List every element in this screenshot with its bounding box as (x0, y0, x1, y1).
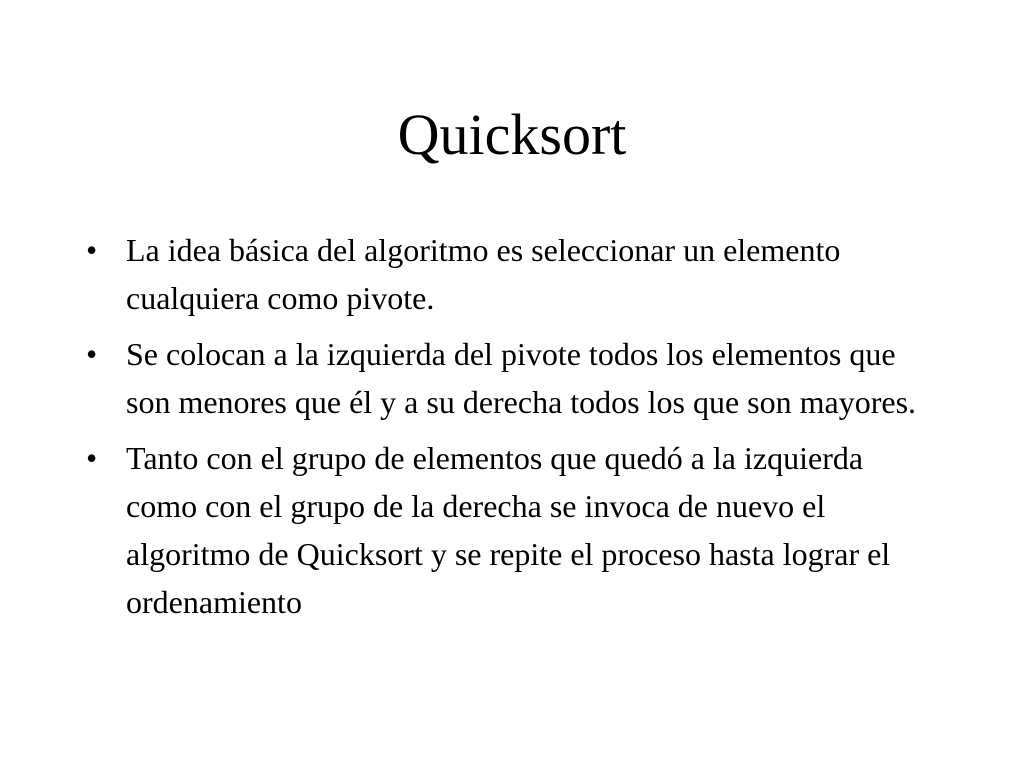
bullet-item (86, 434, 936, 626)
bullet-item (86, 226, 936, 322)
bullet-text: La idea básica del algoritmo es seleccionar un elemento cualquiera como pivote. (126, 232, 841, 316)
bullet-icon: • (86, 336, 98, 372)
bullet-text: Se colocan a la izquierda del pivote todos los elementos que son menores que él y a su derecha todos los que son mayores. (126, 336, 917, 420)
bullet-icon: • (86, 440, 98, 476)
bullet-text: Tanto con el grupo de elementos que quedó a la izquierda como con el grupo de la derecha se invoca de nuevo el algoritmo de Quicksort y se repite el proceso hasta lograr el ordenamiento (126, 440, 891, 620)
bullet-icon: • (86, 232, 98, 268)
bullet-item (86, 330, 936, 426)
slide-title: Quicksort (397, 102, 627, 167)
bullet-list (86, 226, 936, 634)
